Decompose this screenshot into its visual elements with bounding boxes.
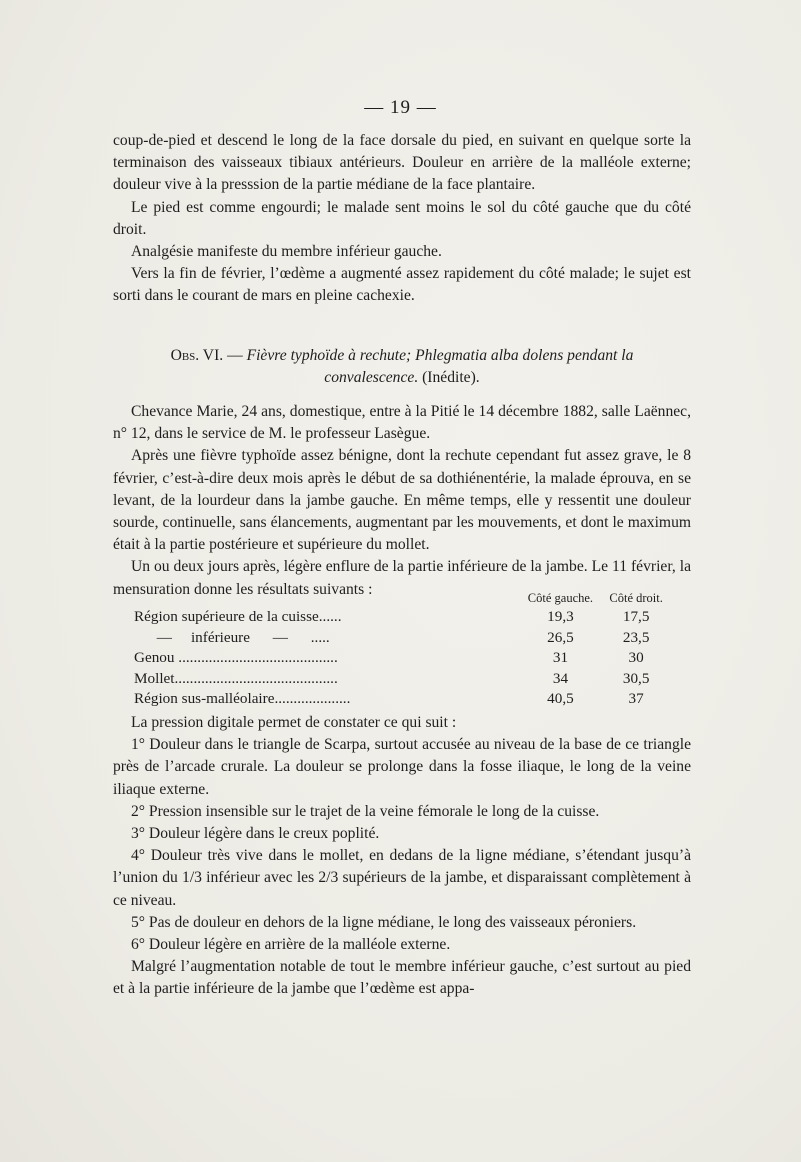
paragraph: 1° Douleur dans le triangle de Scarpa, surtout accusée au niveau de la base de ce triangle près de l’arcade crurale. La douleur se prolonge dans la fosse iliaque, le long de la veine iliaque externe. — [113, 736, 691, 798]
text-block-middle — [113, 401, 691, 601]
col-right-header: Côté droit. — [609, 590, 663, 605]
col-left-header: Côté gauche. — [527, 590, 594, 605]
table-row — [134, 689, 674, 710]
paragraph: 3° Douleur légère dans le creux poplité. — [131, 825, 380, 843]
obs-note: (Inédite). — [418, 369, 480, 387]
header-spacer — [134, 589, 523, 607]
page-number: — 19 — — [364, 97, 437, 118]
paragraph: Analgésie manifeste du membre inférieur gauche. — [131, 243, 442, 261]
table-header-row — [134, 589, 674, 607]
obs-title-line2: convalescence. — [324, 369, 419, 387]
row-label: Région supérieure de la cuisse...... — [134, 608, 342, 626]
left-value: 34 — [552, 669, 569, 687]
left-value: 26,5 — [547, 628, 574, 646]
table-row — [134, 648, 674, 669]
table-row — [134, 669, 674, 690]
paragraph: Après une fièvre typhoïde assez bénigne, dont la rechute cependant fut assez grave, le 8 février, c’est-à-dire deux mois après le début de sa dothiénentérie, la malade éprouva, en se levant, de la lourdeur dans la jambe gauche. En même temps, elle y ressentit une douleur sourde, continuelle, sans élancements, augmentant par les mouvements, et dont le maximum était à la partie postérieure et supérieure du mollet. — [113, 447, 691, 554]
right-value: 23,5 — [622, 628, 650, 646]
paragraph: Chevance Marie, 24 ans, domestique, entre à la Pitié le 14 décembre 1882, salle Laënnec, n° 12, dans le service de M. le professeur Lasègue. — [113, 403, 691, 443]
obs-label: Obs. VI. — [170, 347, 224, 364]
measurement-table — [134, 589, 674, 710]
text-block-bottom — [113, 712, 691, 1001]
left-value: 31 — [552, 649, 569, 667]
paragraph: Malgré l’augmentation notable de tout le membre inférieur gauche, c’est surtout au pied et à la partie inférieure de la jambe que l’œdème est appa- — [113, 958, 691, 998]
row-label: — inférieure — ..... — [134, 628, 330, 646]
paragraph: 2° Pression insensible sur le trajet de la veine fémorale le long de la cuisse. — [131, 802, 600, 820]
row-label: Genou .......................................... — [134, 649, 338, 667]
paragraph: Un ou deux jours après, légère enflure de la partie inférieure de la jambe. Le 11 février, la mensuration donne les résultats suivants : — [113, 558, 691, 598]
obs-title-line1: Fièvre typhoïde à rechute; Phlegmatia alba dolens pendant la — [246, 347, 634, 364]
paragraph: Vers la fin de février, l’œdème a augmenté assez rapidement du côté malade; le sujet est sorti dans le courant de mars en pleine cachexie. — [113, 265, 691, 305]
obs-dash: — — [223, 347, 247, 364]
right-value: 17,5 — [622, 608, 650, 626]
paragraph: 4° Douleur très vive dans le mollet, en dedans de la ligne médiane, s’étendant jusqu’à l’union du 1/3 inférieur avec les 2/3 supérieurs de la jambe, et disparaissant complètement à ce niveau. — [113, 847, 691, 909]
right-value: 30 — [628, 649, 644, 667]
paragraph: coup-de-pied et descend le long de la face dorsale du pied, en suivant en quelque sorte la terminaison des vaisseaux tibiaux antérieurs. Douleur en arrière de la malléole externe; douleur vive à la presssion de la partie médiane de la face plantaire. — [113, 132, 691, 194]
text-block-top — [113, 130, 691, 308]
right-value: 37 — [628, 690, 644, 708]
paragraph: La pression digitale permet de constater ce qui suit : — [131, 714, 457, 731]
paragraph: 6° Douleur légère en arrière de la malléole externe. — [131, 936, 451, 954]
row-label: Région sus-malléolaire.................... — [134, 690, 351, 708]
table-row — [134, 628, 674, 649]
observation-heading — [113, 345, 691, 389]
left-value: 40,5 — [547, 690, 574, 708]
left-value: 19,3 — [547, 608, 574, 626]
paragraph: 5° Pas de douleur en dehors de la ligne médiane, le long des vaisseaux péroniers. — [131, 913, 637, 931]
right-value: 30,5 — [622, 669, 650, 687]
table-row — [134, 607, 674, 628]
row-label: Mollet........................................... — [134, 669, 338, 687]
paragraph: Le pied est comme engourdi; le malade sent moins le sol du côté gauche que du côté droit. — [113, 198, 691, 238]
